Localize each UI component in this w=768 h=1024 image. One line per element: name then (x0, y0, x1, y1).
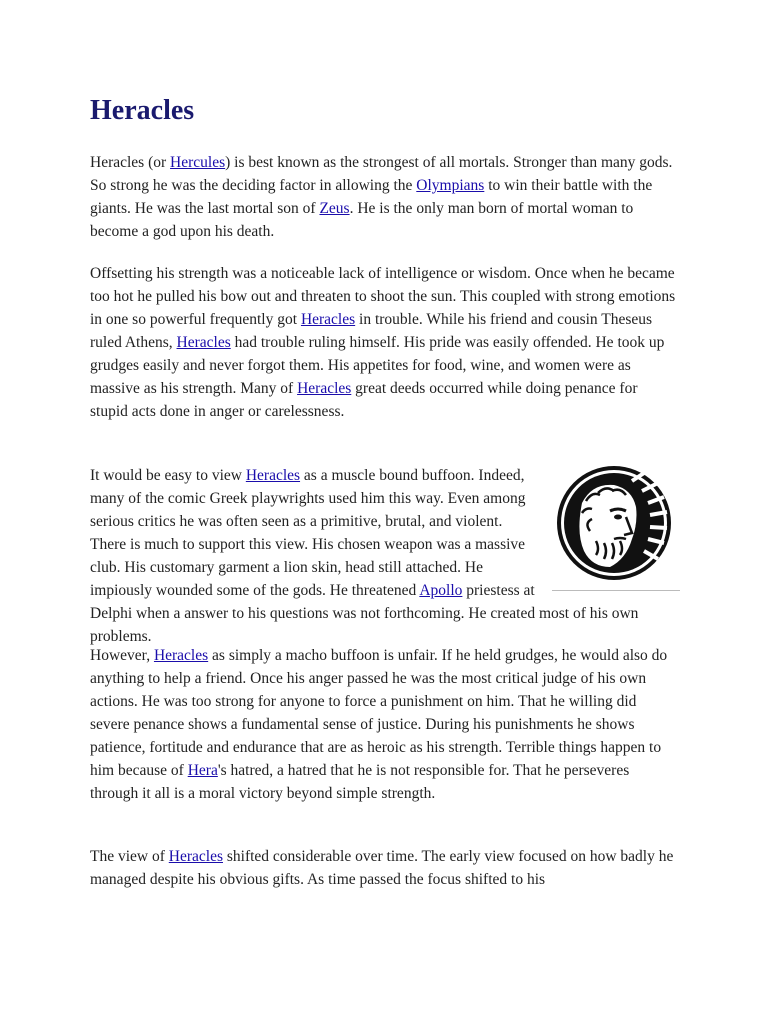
link-heracles[interactable]: Heracles (176, 334, 231, 351)
text-run: to win their battle with the giants. He was the last mortal son of (90, 177, 653, 217)
link-hera[interactable]: Hera (187, 762, 218, 779)
link-heracles[interactable]: Heracles (245, 467, 301, 484)
text-run: 's hatred, a hatred that he is not responsible for. That he perseveres through it all is a moral victory beyond simple strength. (90, 762, 630, 802)
text-run: in trouble. While his friend and cousin Theseus ruled Athens, (90, 311, 653, 351)
link-heracles[interactable]: Heracles (168, 848, 223, 865)
link-heracles[interactable]: Heracles (297, 380, 352, 397)
text-run: Offsetting his strength was a noticeable lack of intelligence or wisdom. Once when he became too hot he pulled his bow out and threaten to shoot the sun. This coupled with strong emotions in one so powerful frequently got (90, 265, 676, 328)
text-run: ) is best known as the strongest of all mortals. Stronger than many gods. So strong he was the deciding factor in allowing the (90, 154, 673, 194)
heracles-portrait (552, 466, 680, 594)
paragraph (90, 151, 676, 243)
text-run: had trouble ruling himself. His pride was easily offended. He took up grudges easily and never forgot them. His appetites for food, wine, and women were as massive as his strength. Many of (90, 334, 665, 397)
text-run: great deeds occurred while doing penance for stupid acts done in anger or carelessness. (90, 380, 638, 420)
text-run: shifted considerable over time. The early view focused on how badly he managed despite his obvious gifts. As time passed the focus shifted to his (90, 848, 674, 888)
text-run: priestess at Delphi when a answer to his questions was not forthcoming. He created most of his own problems. (90, 582, 639, 645)
portrait-drawing (552, 463, 680, 591)
link-olympians[interactable]: Olympians (416, 177, 485, 194)
link-heracles[interactable]: Heracles (153, 647, 209, 664)
text-run: The view of (90, 848, 169, 865)
text-run: Heracles (or (90, 154, 171, 171)
caption-rule (552, 590, 680, 591)
link-zeus[interactable]: Zeus (319, 200, 350, 217)
page-title: Heracles (90, 95, 195, 126)
link-hercules[interactable]: Hercules (170, 154, 226, 171)
text-run: as simply a macho buffoon is unfair. If he held grudges, he would also do anything to help a friend. Once his anger passed he was the most critical judge of his own actions. He was too strong for anyone to force a punishment on him. That he willing did severe penance shows a fundamental sense of justice. During his punishments he shows patience, fortitude and endurance that are as heroic as his strength. Terrible things happen to him because of (90, 647, 668, 779)
paragraph (90, 262, 676, 423)
link-heracles[interactable]: Heracles (300, 311, 356, 328)
paragraph (90, 644, 676, 805)
text-run: . He is the only man born of mortal woman to become a god upon his death. (90, 200, 634, 240)
text-run: as a muscle bound buffoon. Indeed, many of the comic Greek playwrights used him this way. Even among serious critics he was often seen as a primitive, brutal, and violent. There is much to support this view. His chosen weapon was a massive club. His customary garment a lion skin, head still attached. He impiously wounded some of the gods. He threatened (90, 467, 526, 599)
text-run: However, (90, 647, 154, 664)
text-run: It would be easy to view (90, 467, 246, 484)
paragraph (90, 464, 676, 648)
link-apollo[interactable]: Apollo (419, 582, 463, 599)
paragraph (90, 845, 676, 891)
